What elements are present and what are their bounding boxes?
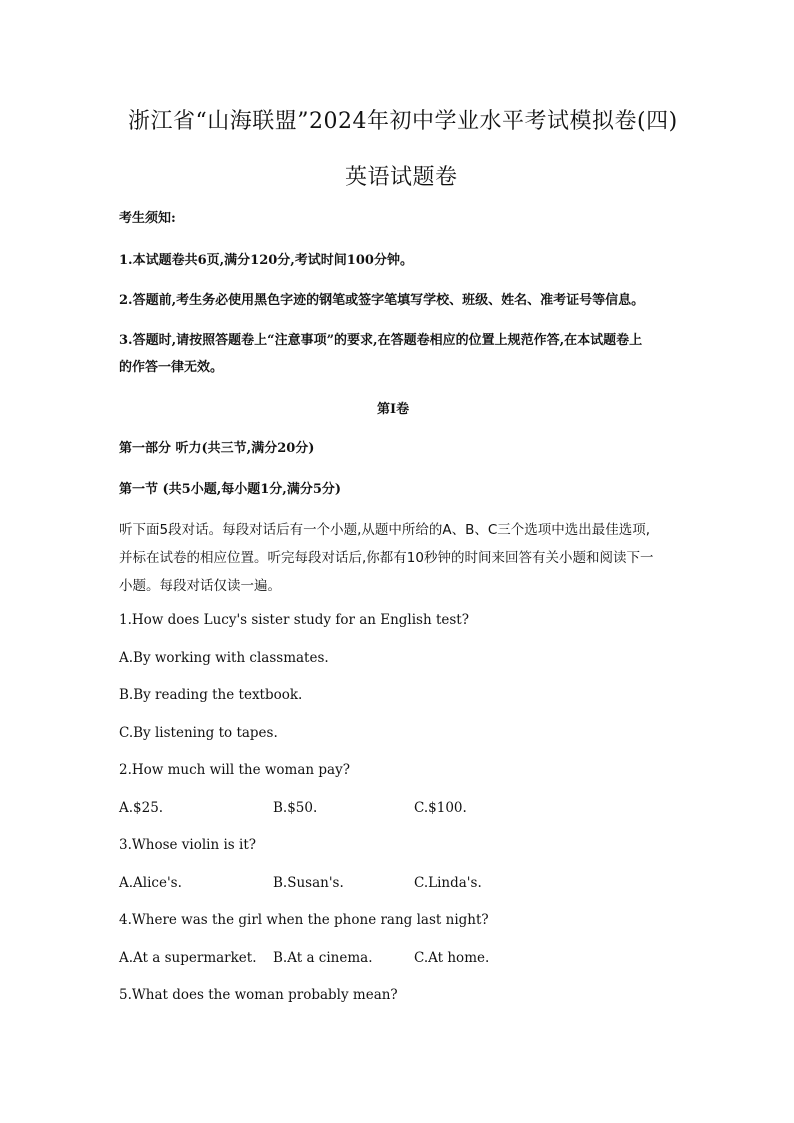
section1-heading: 第一节 (共5小题,每小题1分,满分5分) — [119, 482, 342, 497]
question-2-option-c: C.$100. — [414, 800, 467, 816]
instructions-line-1: 听下面5段对话。每段对话后有一个小题,从题中所给的A、B、C三个选项中选出最佳选项, — [119, 522, 651, 538]
question-5-stem: 5.What does the woman probably mean? — [119, 987, 398, 1003]
instructions-line-3: 小题。每段对话仅读一遍。 — [119, 578, 281, 594]
part1-heading: 第一部分 听力(共三节,满分20分) — [119, 441, 315, 456]
notice-item-1: 1.本试题卷共6页,满分120分,考试时间100分钟。 — [119, 253, 413, 268]
notice-item-3-line-1: 3.答题时,请按照答题卷上“注意事项”的要求,在答题卷相应的位置上规范作答,在本试题卷上 — [119, 333, 643, 348]
question-2-option-a: A.$25. — [119, 800, 164, 816]
question-1-option-a: A.By working with classmates. — [119, 650, 329, 666]
question-3-option-b: B.Susan's. — [273, 875, 344, 891]
exam-title: 浙江省“山海联盟”2024年初中学业水平考试模拟卷(四) — [128, 109, 678, 134]
question-3-stem: 3.Whose violin is it? — [119, 837, 256, 853]
question-3-option-c: C.Linda's. — [414, 875, 482, 891]
exam-subtitle: 英语试题卷 — [345, 165, 458, 190]
question-1-option-c: C.By listening to tapes. — [119, 725, 278, 741]
notice-item-2: 2.答题前,考生务必使用黑色字迹的钢笔或签字笔填写学校、班级、姓名、准考证号等信息。 — [119, 293, 645, 308]
notice-heading: 考生须知: — [119, 211, 176, 226]
question-3-option-a: A.Alice's. — [119, 875, 182, 891]
question-2-stem: 2.How much will the woman pay? — [119, 762, 350, 778]
question-4-option-c: C.At home. — [414, 950, 490, 966]
question-1-option-b: B.By reading the textbook. — [119, 687, 303, 703]
question-2-option-b: B.$50. — [273, 800, 318, 816]
notice-item-3-line-2: 的作答一律无效。 — [119, 360, 224, 375]
volume-label: 第I卷 — [377, 402, 410, 417]
question-4-option-a: A.At a supermarket. — [119, 950, 257, 966]
question-4-stem: 4.Where was the girl when the phone rang last night? — [119, 912, 489, 928]
instructions-line-2: 并标在试卷的相应位置。听完每段对话后,你都有10秒钟的时间来回答有关小题和阅读下一 — [119, 550, 654, 566]
question-1-stem: 1.How does Lucy's sister study for an English test? — [119, 612, 469, 628]
question-4-option-b: B.At a cinema. — [273, 950, 373, 966]
